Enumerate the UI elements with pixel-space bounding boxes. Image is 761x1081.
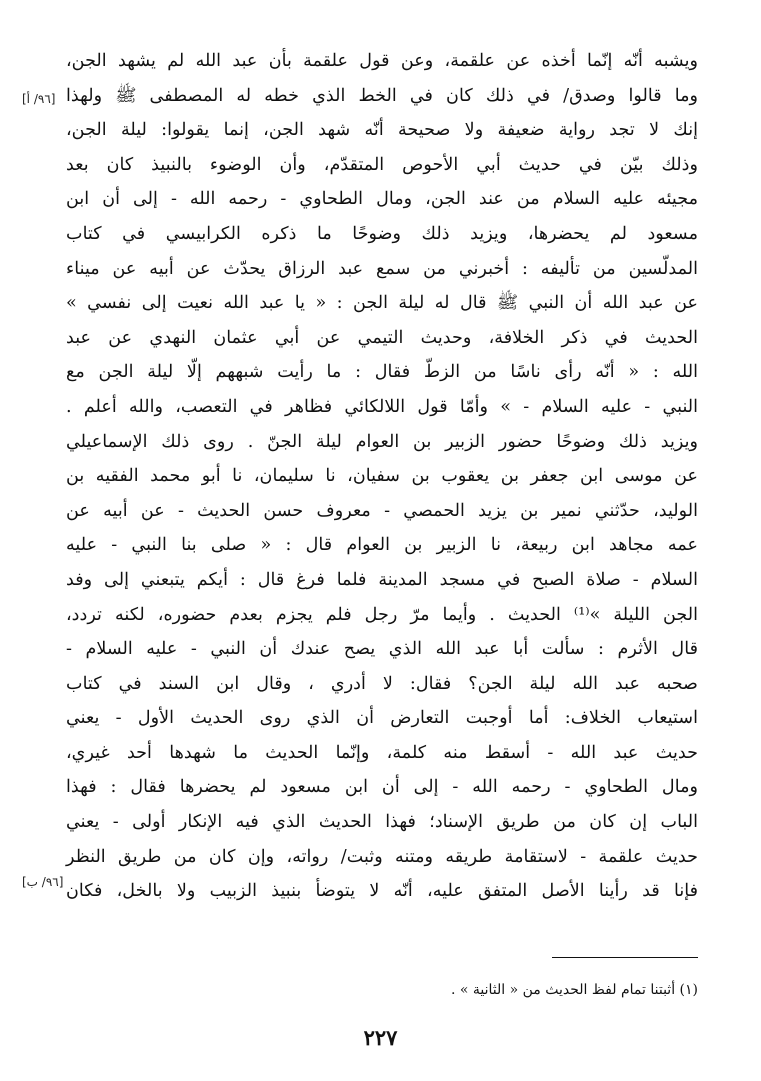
- text-line: مجيئه عليه السلام من عند الجن، ومال الطحاوي - رحمه الله - إلى أن ابن: [66, 189, 698, 210]
- text-line: عمه مجاهد ابن ربيعة، نا الزبير بن العوام قال : « صلى بنا النبي - عليه: [66, 535, 698, 556]
- text-line: عن موسى ابن جعفر بن يعقوب بن سفيان، نا سليمان، نا أبو محمد الفقيه بن: [66, 466, 698, 487]
- text-line: صحبه عبد الله ليلة الجن؟ فقال: لا أدري ، وقال ابن السند في كتاب: [66, 673, 698, 694]
- text-line: وذلك بيّن في حديث أبي الأحوص المتقدّم، وأن الوضوء بالنبيذ كان بعد: [66, 154, 698, 175]
- text-line: الوليد، حدّثني نمير بن يزيد الحمصي - معروف حسن الحديث - عن أبيه عن: [66, 500, 698, 521]
- main-text-block: [66, 44, 698, 909]
- page-number: ٢٢٧: [363, 1025, 398, 1050]
- footnote: (١) أثبتنا تمام لفظ الحديث من « الثانية » .: [451, 982, 698, 998]
- text-line: عن عبد الله أن النبي ﷺ قال له ليلة الجن : « يا عبد الله نعيت إلى نفسي »: [66, 293, 698, 314]
- text-line: قال الأثرم : سألت أبا عبد الله الذي يصح عندك أن النبي - عليه السلام -: [66, 639, 698, 660]
- text-line: إنك لا تجد رواية ضعيفة ولا صحيحة أنّه شهد الجن، إنما يقولوا: ليلة الجن،: [66, 120, 698, 141]
- text-line: الباب إن كان من طريق الإسناد؛ فهذا الحديث الذي فيه الإنكار أولى - يعني: [66, 812, 698, 833]
- text-line: فإنا قد رأينا الأصل المتفق عليه، أنّه لا يتوضأ بنبيذ الزبيب ولا بالخل، فكان: [66, 881, 698, 902]
- text-line: الجن الليلة »⁽¹⁾ الحديث . وأيما مرّ رجل فلم يجزم بعدم حضوره، لكنه تردد،: [66, 604, 698, 625]
- text-line: ومال الطحاوي - رحمه الله - إلى أن ابن مسعود لم يحضرها فقال : فهذا: [66, 777, 698, 798]
- text-line: حديث علقمة - لاستقامة طريقه ومتنه وثبت/ رواته، وإن كان من طريق النظر: [66, 846, 698, 867]
- text-line: مسعود لم يحضرها، ويزيد ذلك وضوحًا ما ذكره الكرابيسي في كتاب: [66, 223, 698, 244]
- text-line: الحديث في ذكر الخلافة، وحديث التيمي عن أبي عثمان النهدي عن عبد: [66, 327, 698, 348]
- margin-folio-note: [٩٦/ أ]: [22, 92, 56, 106]
- text-line: ويزيد ذلك وضوحًا حضور الزبير بن العوام ليلة الجنّ . روى ذلك الإسماعيلي: [66, 431, 698, 452]
- margin-folio-note: [٩٦/ ب]: [22, 875, 64, 889]
- text-line: الله : « أنّه رأى ناسًا من الزطّ فقال : ما رأيت شبههم إلّا ليلة الجن مع: [66, 362, 698, 383]
- text-line: المدلّسين من تأليفه : أخبرني من سمع عبد الرزاق يحدّث عن أبيه عن ميناء: [66, 258, 698, 279]
- text-line: استيعاب الخلاف: أما أوجبت التعارض أن الذي روى الحديث الأول - يعني: [66, 708, 698, 729]
- text-line: النبي - عليه السلام - » وأمّا قول اللالكائي فظاهر في التعصب، والله أعلم .: [66, 396, 698, 417]
- text-line: ويشبه أنّه إنّما أخذه عن علقمة، وعن قول علقمة بأن عبد الله لم يشهد الجن،: [66, 51, 698, 71]
- text-line: وما قالوا وصدق/ في ذلك كان في الخط الذي خطه له المصطفى ﷺ ولهذا: [66, 85, 698, 106]
- text-line: السلام - صلاة الصبح في مسجد المدينة فلما فرغ قال : أيكم يتبعني إلى وفد: [66, 569, 698, 590]
- footnote-separator: [552, 957, 698, 958]
- text-line: حديث عبد الله - أسقط منه كلمة، وإنّما الحديث ما شهدها أحد غيري،: [66, 742, 698, 763]
